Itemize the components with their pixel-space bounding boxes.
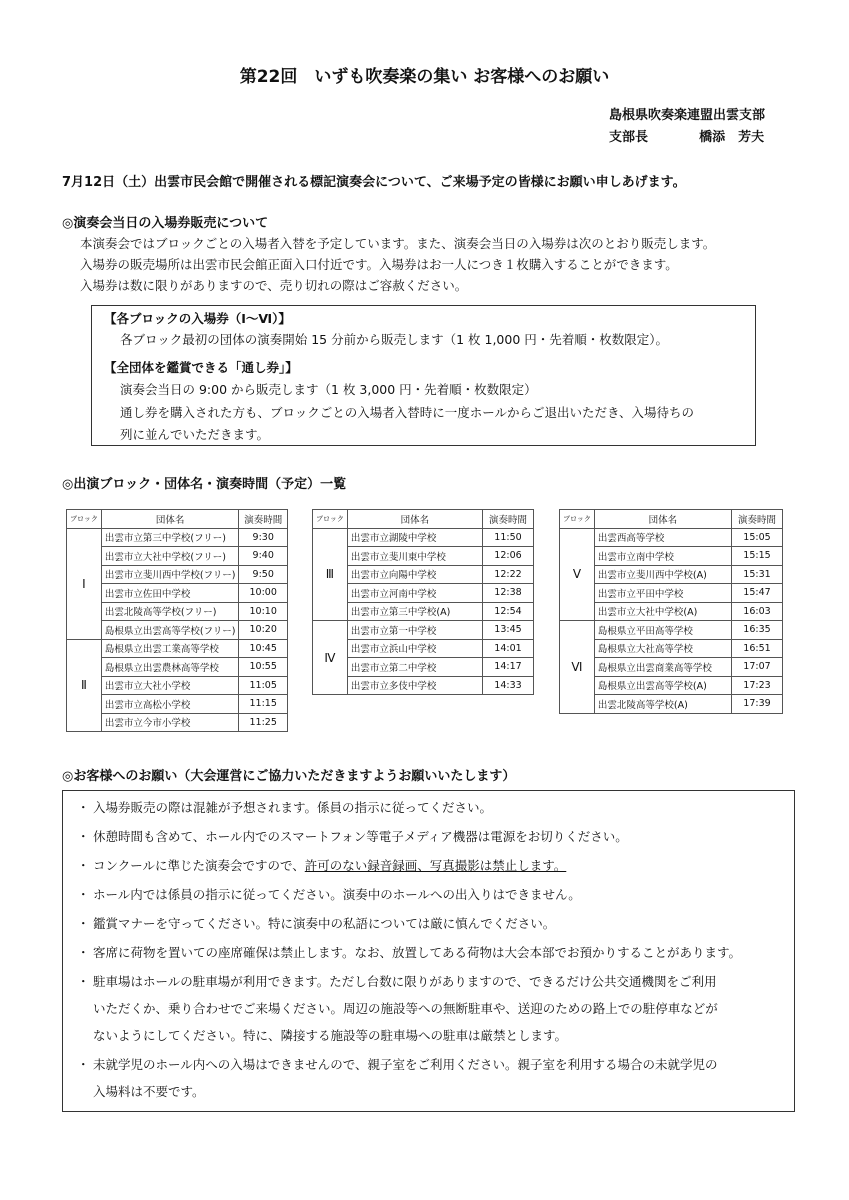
perf-time: 10:55	[239, 658, 288, 677]
group-name: 出雲北陵高等学校(フリー)	[101, 602, 239, 621]
group-name: 出雲市立大社中学校(フリー)	[101, 547, 239, 566]
group-name: 出雲北陵高等学校(A)	[594, 695, 731, 714]
intro-text: 7月12日（土）出雲市民会館で開催される標記演奏会について、ご来場予定の皆様にお願い申しあげます。	[62, 175, 686, 190]
list-item	[77, 856, 566, 874]
bullet: ・	[77, 945, 90, 960]
table-row	[560, 621, 783, 640]
group-name: 出雲市立大社小学校	[101, 676, 239, 695]
perf-time: 9:40	[239, 547, 288, 566]
group-name: 出雲市立佐田中学校	[101, 584, 239, 603]
list-item-text: 客席に荷物を置いての座席確保は禁止します。なお、放置してある荷物は大会本部でお預かりすることがあります。	[93, 945, 742, 960]
group-name: 出雲市立第三中学校(A)	[347, 602, 482, 621]
list-item	[77, 885, 581, 903]
perf-time: 9:50	[239, 565, 288, 584]
perf-time: 15:15	[732, 547, 783, 566]
group-name: 出雲市立南中学校	[594, 547, 731, 566]
chief-name: 橋添 芳夫	[699, 130, 765, 145]
list-item	[77, 798, 492, 816]
perf-time: 14:01	[483, 639, 534, 658]
perf-time: 16:35	[732, 621, 783, 640]
recording-ban-text: 許可のない録音録画、写真撮影は禁止します。	[304, 858, 567, 873]
section1-paragraph: 本演奏会ではブロックごとの入場者入替を予定しています。また、演奏会当日の入場券は次のとおり販売します。	[80, 236, 716, 251]
perf-time: 11:05	[239, 676, 288, 695]
perf-time: 10:00	[239, 584, 288, 603]
perf-time: 17:39	[732, 695, 783, 714]
schedule-table-2	[312, 509, 534, 695]
block-label: Ⅳ	[313, 621, 348, 695]
perf-time: 16:03	[732, 602, 783, 621]
block-ticket-heading: 【各ブロックの入場券（Ⅰ～Ⅵ）】	[104, 311, 291, 326]
group-name: 出雲市立多伎中学校	[347, 676, 482, 695]
group-name: 出雲市立大社中学校(A)	[594, 602, 731, 621]
group-name: 出雲市立第三中学校(フリー)	[101, 528, 239, 547]
group-name: 出雲市立向陽中学校	[347, 565, 482, 584]
chief-label: 支部長	[609, 130, 649, 145]
list-item	[77, 1055, 718, 1073]
block-label: Ⅵ	[560, 621, 595, 714]
header-block: ブロック	[560, 510, 595, 529]
list-item-continued: いただくか、乗り合わせでご来場ください。周辺の施設等への無断駐車や、送迎のための路上での駐停車などが	[93, 1001, 718, 1016]
bullet: ・	[77, 916, 90, 931]
group-name: 出雲市立斐川西中学校(フリー)	[101, 565, 239, 584]
bullet: ・	[77, 829, 90, 844]
perf-time: 13:45	[483, 621, 534, 640]
group-name: 出雲市立斐川東中学校	[347, 547, 482, 566]
group-name: 島根県立出雲商業高等学校	[594, 658, 731, 677]
perf-time: 12:54	[483, 602, 534, 621]
perf-time: 16:51	[732, 639, 783, 658]
block-label: Ⅲ	[313, 528, 348, 621]
table-header-row	[560, 510, 783, 529]
list-item-text: 鑑賞マナーを守ってください。特に演奏中の私語については厳に慎んでください。	[93, 916, 556, 931]
table-row	[313, 621, 534, 640]
block-ticket-text: 各ブロック最初の団体の演奏開始 15 分前から販売します（1 枚 1,000 円・先着順・枚数限定）。	[120, 332, 669, 347]
schedule-table-3	[559, 509, 783, 714]
group-name: 島根県立出雲高等学校(フリー)	[101, 621, 239, 640]
block-label: Ⅴ	[560, 528, 595, 621]
header-name: 団体名	[101, 510, 239, 529]
group-name: 島根県立出雲高等学校(A)	[594, 676, 731, 695]
perf-time: 10:10	[239, 602, 288, 621]
table-row	[560, 528, 783, 547]
header-time: 演奏時間	[239, 510, 288, 529]
group-name: 出雲市立河南中学校	[347, 584, 482, 603]
group-name: 出雲市立湖陵中学校	[347, 528, 482, 547]
header-time: 演奏時間	[483, 510, 534, 529]
perf-time: 9:30	[239, 528, 288, 547]
perf-time: 10:20	[239, 621, 288, 640]
list-item-continued: ないようにしてください。特に、隣接する施設等の駐車場への駐車は厳禁とします。	[93, 1028, 568, 1043]
ticket-info-box	[91, 305, 756, 446]
perf-time: 15:47	[732, 584, 783, 603]
group-name: 出雲西高等学校	[594, 528, 731, 547]
list-item	[77, 914, 555, 932]
list-item-text: 入場券販売の際は混雑が予想されます。係員の指示に従ってください。	[93, 800, 493, 815]
perf-time: 17:07	[732, 658, 783, 677]
list-item	[77, 827, 628, 845]
table-row	[313, 528, 534, 547]
table-header-row	[313, 510, 534, 529]
list-item-text: 休憩時間も含めて、ホール内でのスマートフォン等電子メディア機器は電源をお切りください。	[93, 829, 628, 844]
block-label: Ⅰ	[67, 528, 102, 639]
group-name: 出雲市立浜山中学校	[347, 639, 482, 658]
perf-time: 10:45	[239, 639, 288, 658]
group-name: 島根県立平田高等学校	[594, 621, 731, 640]
perf-time: 15:05	[732, 528, 783, 547]
list-item-continued: 入場料は不要です。	[93, 1084, 205, 1099]
bullet: ・	[77, 800, 90, 815]
group-name: 島根県立出雲工業高等学校	[101, 639, 239, 658]
list-item-text: ホール内では係員の指示に従ってください。演奏中のホールへの出入りはできません。	[93, 887, 581, 902]
schedule-table-1	[66, 509, 288, 732]
group-name: 出雲市立斐川西中学校(A)	[594, 565, 731, 584]
section1-paragraph: 入場券は数に限りがありますので、売り切れの際はご容赦ください。	[80, 278, 468, 293]
bullet: ・	[77, 858, 90, 873]
header-time: 演奏時間	[732, 510, 783, 529]
group-name: 出雲市立第一中学校	[347, 621, 482, 640]
list-item	[77, 943, 741, 961]
bullet: ・	[77, 887, 90, 902]
perf-time: 11:25	[239, 713, 288, 732]
section1-paragraph: 入場券の販売場所は出雲市民会館正面入口付近です。入場券はお一人につき１枚購入することができます。	[80, 257, 678, 272]
table-row	[67, 528, 288, 547]
table-row	[67, 639, 288, 658]
pass-ticket-heading: 【全団体を鑑賞できる「通し券」】	[104, 360, 298, 375]
group-name: 出雲市立高松小学校	[101, 695, 239, 714]
requests-box	[62, 790, 795, 1112]
perf-time: 11:50	[483, 528, 534, 547]
header-name: 団体名	[594, 510, 731, 529]
perf-time: 12:22	[483, 565, 534, 584]
list-item-text: コンクールに準じた演奏会ですので、	[93, 858, 305, 873]
section2-heading: ◎出演ブロック・団体名・演奏時間（予定）一覧	[62, 477, 347, 492]
perf-time: 12:38	[483, 584, 534, 603]
header-block: ブロック	[67, 510, 102, 529]
group-name: 出雲市立今市小学校	[101, 713, 239, 732]
group-name: 出雲市立平田中学校	[594, 584, 731, 603]
pass-ticket-text: 演奏会当日の 9:00 から販売します（1 枚 3,000 円・先着順・枚数限定）	[120, 382, 537, 397]
bullet: ・	[77, 1057, 90, 1072]
list-item	[77, 972, 717, 990]
list-item-text: 未就学児のホール内への入場はできませんので、親子室をご利用ください。親子室を利用する場合の未就学児の	[93, 1057, 718, 1072]
org-chief	[609, 126, 787, 145]
header-block: ブロック	[313, 510, 348, 529]
org-name: 島根県吹奏楽連盟出雲支部	[609, 108, 766, 123]
perf-time: 14:17	[483, 658, 534, 677]
table-header-row	[67, 510, 288, 529]
group-name: 島根県立大社高等学校	[594, 639, 731, 658]
pass-ticket-note: 列に並んでいただきます。	[120, 427, 270, 442]
bullet: ・	[77, 974, 90, 989]
perf-time: 12:06	[483, 547, 534, 566]
pass-ticket-note: 通し券を購入された方も、ブロックごとの入場者入替時に一度ホールからご退出いただき、入場待ちの	[120, 405, 695, 420]
list-item-text: 駐車場はホールの駐車場が利用できます。ただし台数に限りがありますので、できるだけ公共交通機関をご利用	[93, 974, 717, 989]
perf-time: 15:31	[732, 565, 783, 584]
header-name: 団体名	[347, 510, 482, 529]
section3-heading: ◎お客様へのお願い（大会運営にご協力いただきますようお願いいたします）	[62, 769, 516, 784]
group-name: 島根県立出雲農林高等学校	[101, 658, 239, 677]
block-label: Ⅱ	[67, 639, 102, 732]
group-name: 出雲市立第二中学校	[347, 658, 482, 677]
perf-time: 11:15	[239, 695, 288, 714]
perf-time: 14:33	[483, 676, 534, 695]
page-title: 第22回 いずも吹奏楽の集い お客様へのお願い	[239, 67, 610, 87]
perf-time: 17:23	[732, 676, 783, 695]
section1-heading: ◎演奏会当日の入場券販売について	[62, 216, 269, 231]
